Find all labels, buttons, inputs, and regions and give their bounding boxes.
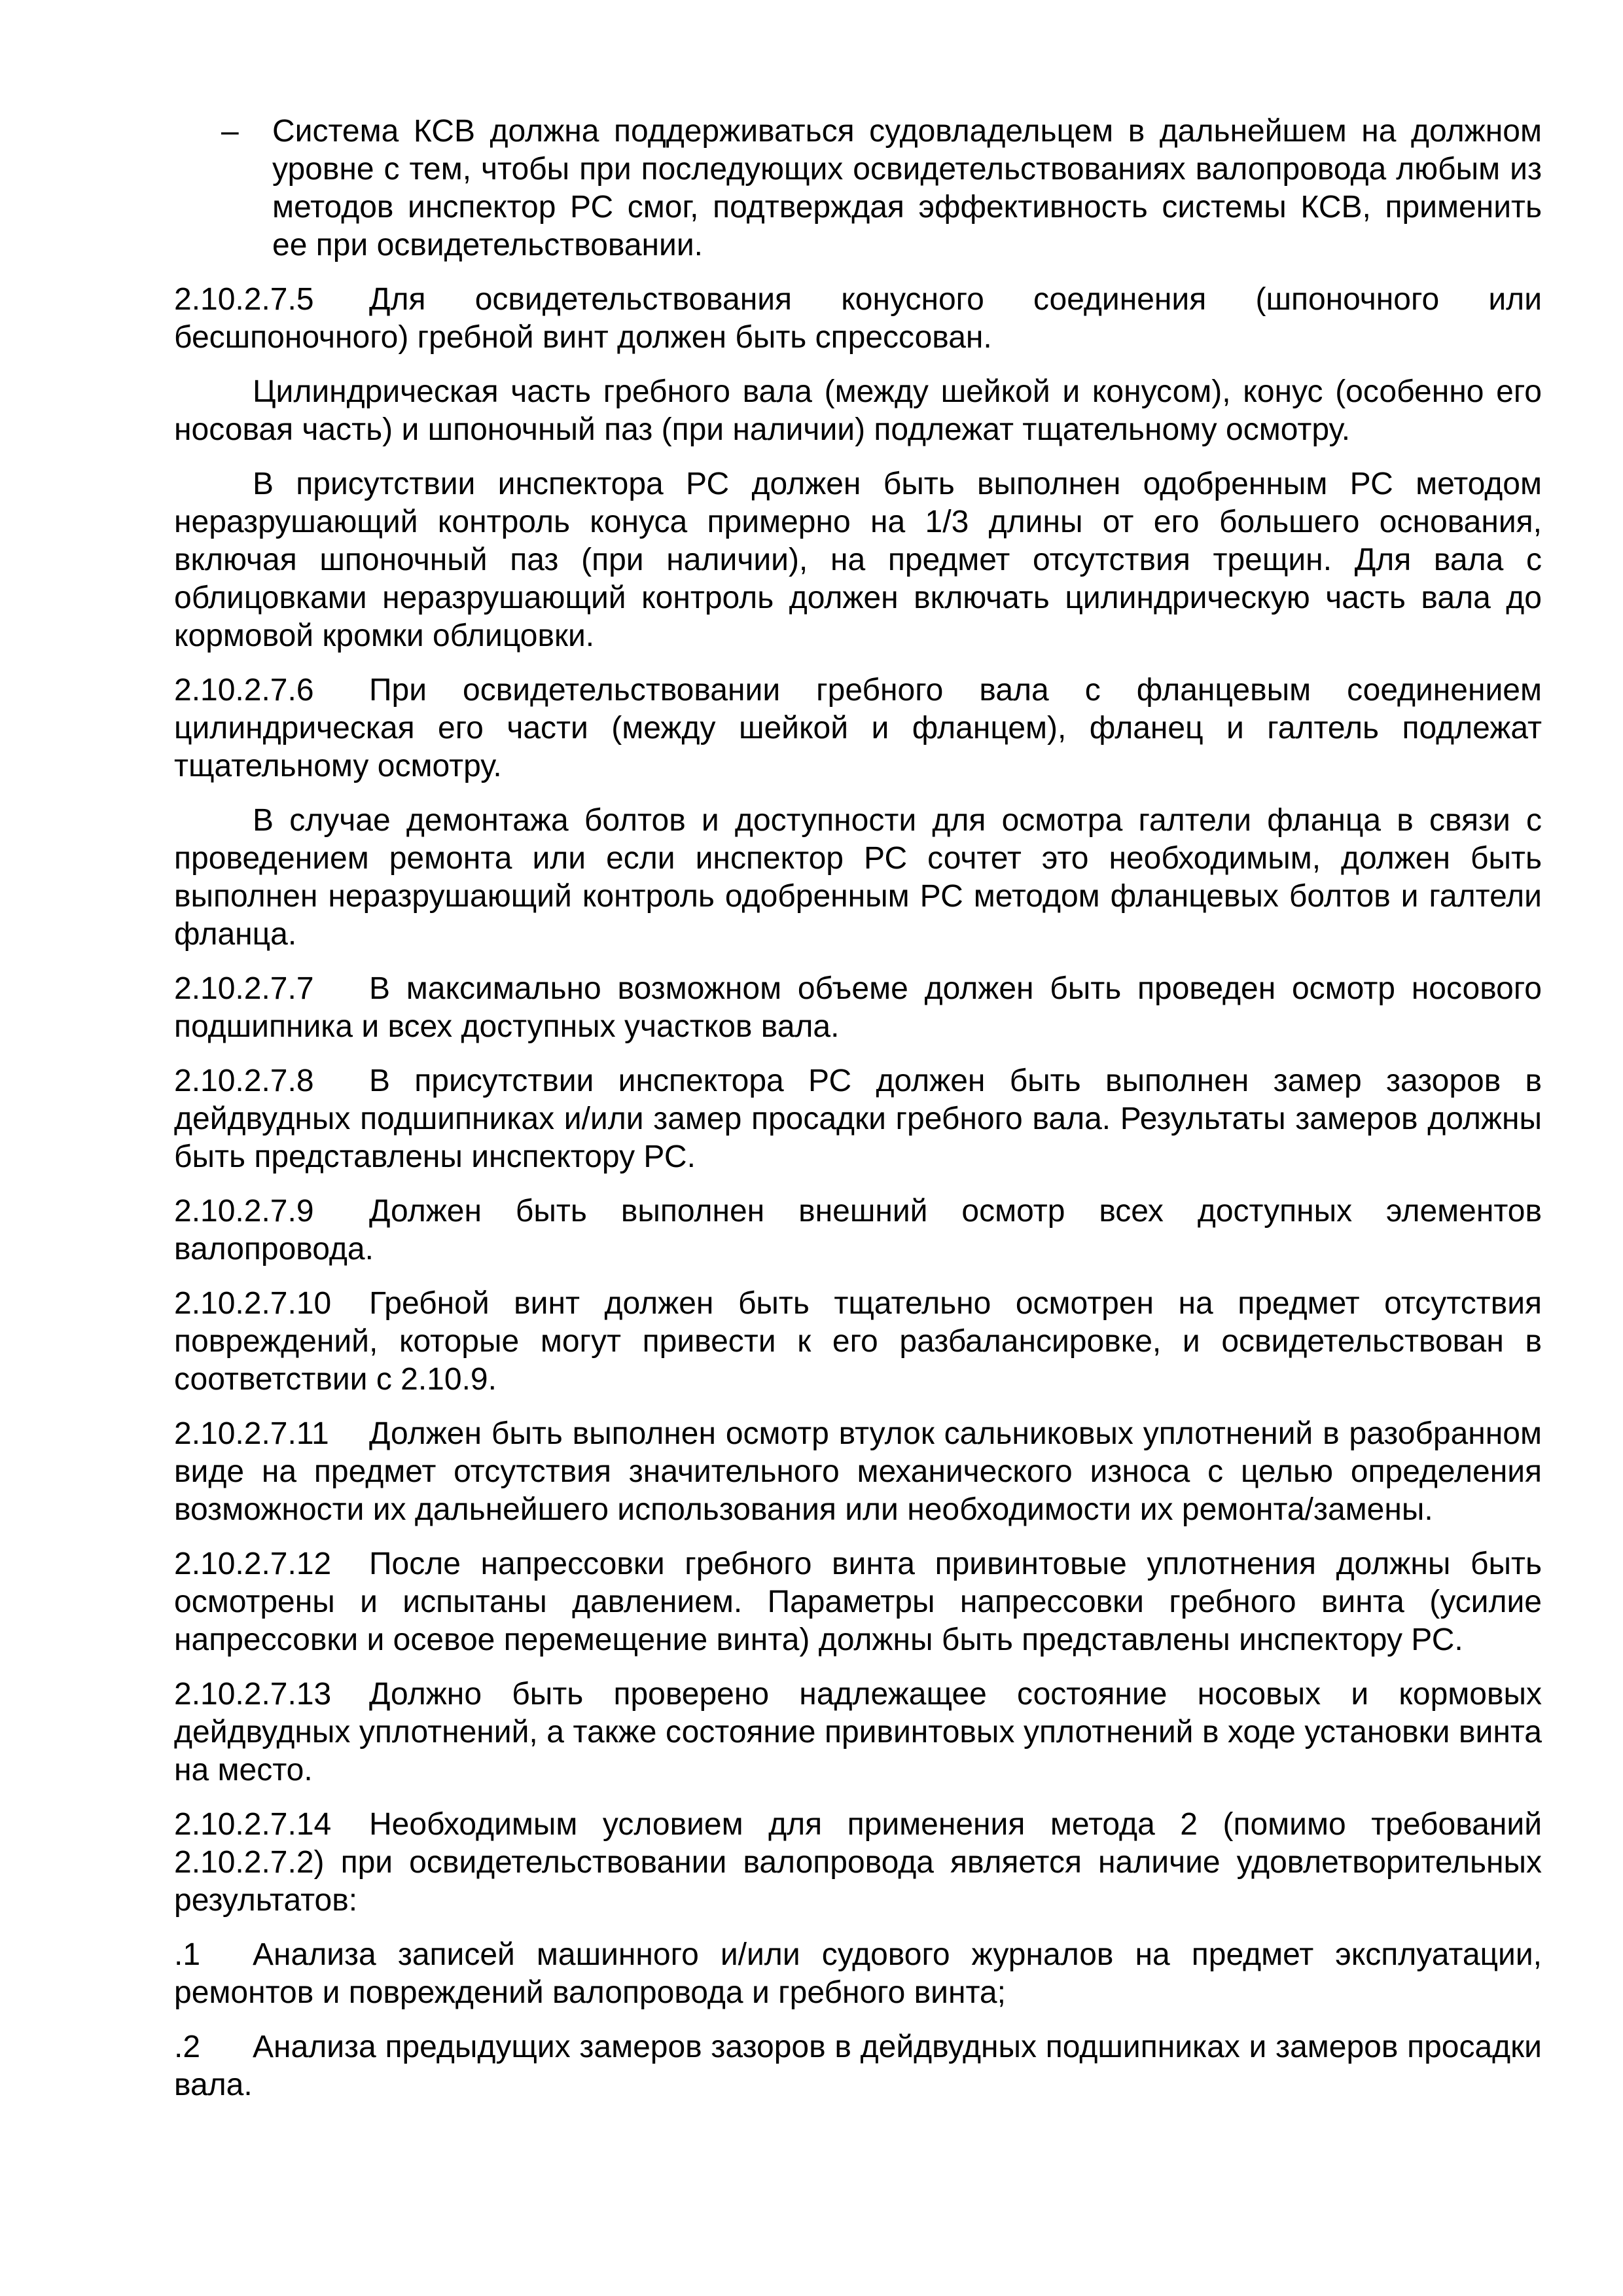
clause-number: 2.10.2.7.10 <box>174 1286 332 1321</box>
clause-2.10.2.7.11 <box>174 1415 1542 1529</box>
clause-number: 2.10.2.7.13 <box>174 1677 332 1712</box>
clause-text: Для освидетельствования конусного соединения (шпоночного или бесшпоночного) гребной винт должен быть спрессован. <box>174 282 1542 355</box>
clause-text: Необходимым условием для применения метода 2 (помимо требований 2.10.2.7.2) при освидетельствовании валопровода является наличие удовлетворительных результатов: <box>174 1807 1542 1918</box>
clause-number: 2.10.2.7.8 <box>174 1064 314 1098</box>
clause-number: 2.10.2.7.11 <box>174 1416 329 1451</box>
clause-number: 2.10.2.7.5 <box>174 282 314 317</box>
paragraph-bolt-dismantling: В случае демонтажа болтов и доступности для осмотра галтели фланца в связи с проведением ремонта или если инспектор РС сочтет это необходимым, должен быть выполнен неразрушающий контроль одобренным РС методом фланцевых болтов и галтели фланца. <box>174 803 1542 952</box>
clause-number: 2.10.2.7.7 <box>174 971 314 1006</box>
clause-2.10.2.7.8 <box>174 1062 1542 1176</box>
clause-text: В максимально возможном объеме должен быть проведен осмотр носового подшипника и всех доступных участков вала. <box>174 971 1542 1044</box>
clause-text: При освидетельствовании гребного вала с фланцевым соединением цилиндрическая его части (между шейкой и фланцем), фланец и галтель подлежат тщательному осмотру. <box>174 673 1542 783</box>
bullet-text: Система КСВ должна поддерживаться судовладельцем в дальнейшем на должном уровне с тем, чтобы при последующих освидетельствованиях валопровода любым из методов инспектор РС смог, подтверждая эффективность системы КСВ, применить ее при освидетельствовании. <box>272 114 1542 262</box>
clause-number: 2.10.2.7.14 <box>174 1807 332 1842</box>
clause-number: 2.10.2.7.12 <box>174 1547 332 1581</box>
paragraph-ndt-cone: В присутствии инспектора РС должен быть выполнен одобренным РС методом неразрушающий контроль конуса примерно на 1/3 длины от его большего основания, включая шпоночный паз (при наличии), на предмет отсутствия трещин. Для вала с облицовками неразрушающий контроль должен включать цилиндрическую часть вала до кормовой кромки облицовки. <box>174 467 1542 653</box>
clause-2.10.2.7.5 <box>174 281 1542 357</box>
clause-2.10.2.7.12 <box>174 1545 1542 1659</box>
clause-text: Должен быть выполнен осмотр втулок сальниковых уплотнений в разобранном виде на предмет отсутствия значительного механического износа с целью определения возможности их дальнейшего использования или необходимости их ремонта/замены. <box>174 1416 1542 1527</box>
clause-text: После напрессовки гребного винта привинтовые уплотнения должны быть осмотрены и испытаны давлением. Параметры напрессовки гребного винта (усилие напрессовки и осевое перемещение винта) должны быть представлены инспектору РС. <box>174 1547 1542 1657</box>
paragraph-cylindrical-part: Цилиндрическая часть гребного вала (между шейкой и конусом), конус (особенно его носовая часть) и шпоночный паз (при наличии) подлежат тщательному осмотру. <box>174 374 1542 447</box>
clause-text: В присутствии инспектора РС должен быть выполнен замер зазоров в дейдвудных подшипниках и/или замер просадки гребного вала. Результаты замеров должны быть представлены инспектору РС. <box>174 1064 1542 1174</box>
clause-text: Должен быть выполнен внешний осмотр всех доступных элементов валопровода. <box>174 1194 1542 1266</box>
clause-2.10.2.7.7 <box>174 970 1542 1046</box>
list-item-1 <box>174 1936 1542 2012</box>
clause-number: 2.10.2.7.6 <box>174 673 314 708</box>
clause-2.10.2.7.13 <box>174 1676 1542 1789</box>
clause-number: 2.10.2.7.9 <box>174 1194 314 1229</box>
list-item-2 <box>174 2028 1542 2104</box>
item-number: .2 <box>174 2030 201 2064</box>
clause-text: Гребной винт должен быть тщательно осмотрен на предмет отсутствия повреждений, которые могут привести к его разбалансировке, и освидетельствован в соответствии с 2.10.9. <box>174 1286 1542 1397</box>
clause-text: Должно быть проверено надлежащее состояние носовых и кормовых дейдвудных уплотнений, а также состояние привинтовых уплотнений в ходе установки винта на место. <box>174 1677 1542 1787</box>
document-page <box>174 113 1542 2121</box>
clause-2.10.2.7.9 <box>174 1193 1542 1268</box>
clause-2.10.2.7.10 <box>174 1285 1542 1399</box>
clause-2.10.2.7.6 <box>174 672 1542 785</box>
bullet-paragraph <box>174 113 1542 264</box>
bullet-dash: – <box>221 114 239 149</box>
item-text: Анализа предыдущих замеров зазоров в дейдвудных подшипниках и замеров просадки вала. <box>174 2030 1542 2102</box>
clause-2.10.2.7.14 <box>174 1806 1542 1920</box>
item-number: .1 <box>174 1937 201 1972</box>
item-text: Анализа записей машинного и/или судового журналов на предмет эксплуатации, ремонтов и повреждений валопровода и гребного винта; <box>174 1937 1542 2010</box>
